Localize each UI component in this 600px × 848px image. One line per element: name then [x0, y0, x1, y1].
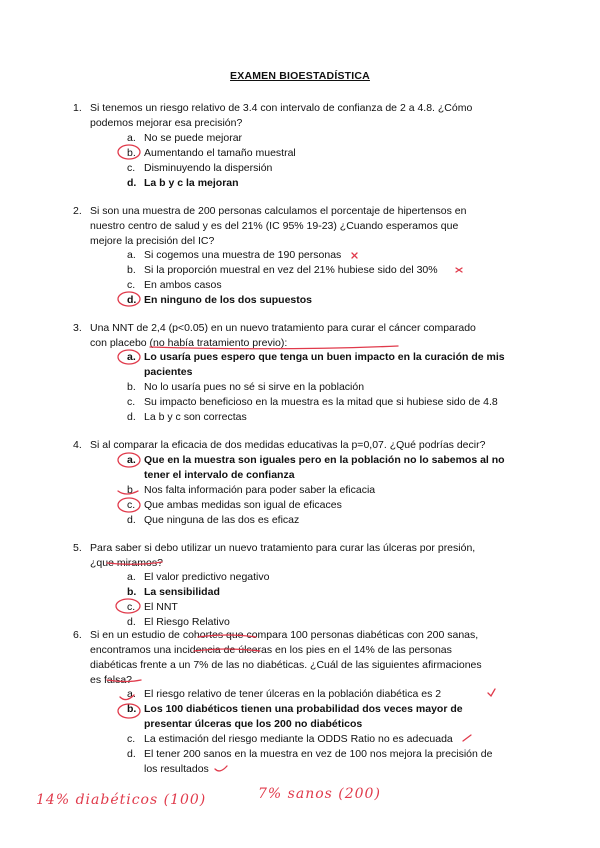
option-3a[interactable]: a. Lo usaría pues espero que tenga un buen impacto en la curación de mis pacientes: [127, 351, 505, 378]
option-3b[interactable]: b. No lo usaría pues no sé si sirve en la población: [127, 381, 365, 393]
option-3c[interactable]: c. Su impacto beneficioso en la muestra es la mitad que si hubiese sido de 4.8: [127, 396, 498, 408]
option-5c[interactable]: c. El NNT: [127, 601, 178, 613]
option-4d[interactable]: d. Que ninguna de las dos es eficaz: [127, 514, 300, 526]
question-1: [73, 101, 530, 131]
option-1b[interactable]: b. Aumentando el tamaño muestral: [127, 147, 296, 159]
question-text-line: podemos mejorar esa precisión?: [90, 117, 243, 129]
question-text-line: encontramos una incidencia de úlceras en los pies en el 14% de las personas: [90, 644, 452, 656]
question-number: 2.: [73, 205, 82, 217]
option-6a[interactable]: a. El riesgo relativo de tener úlceras en la población diabética es 2: [127, 688, 442, 700]
exam-title: EXAMEN BIOESTADÍSTICA: [230, 70, 370, 82]
question-text-line: mejore la precisión del IC?: [90, 235, 215, 247]
question-number: 4.: [73, 439, 82, 451]
option-2b[interactable]: b. Si la proporción muestral en vez del 21% hubiese sido del 30%: [127, 264, 438, 276]
question-2: [73, 204, 530, 249]
options-4: [107, 453, 537, 528]
option-1c[interactable]: c. Disminuyendo la dispersión: [127, 162, 273, 174]
question-5: [73, 541, 530, 571]
option-4a[interactable]: a. Que en la muestra son iguales pero en la población no lo sabemos al no tener el intervalo de confianza: [127, 454, 505, 481]
option-2a[interactable]: a. Si cogemos una muestra de 190 personas: [127, 249, 342, 261]
option-1a[interactable]: a. No se puede mejorar: [127, 132, 243, 144]
question-number: 3.: [73, 322, 82, 334]
question-text-line: es falsa?: [90, 674, 133, 686]
question-text-line: Si tenemos un riesgo relativo de 3.4 con intervalo de confianza de 2 a 4.8. ¿Cómo: [90, 102, 473, 114]
question-text-line: ¿que miramos?: [90, 557, 163, 569]
option-3d[interactable]: d. La b y c son correctas: [127, 411, 247, 423]
question-text-line: Una NNT de 2,4 (p<0.05) en un nuevo tratamiento para curar el cáncer comparado: [90, 322, 476, 334]
option-2d[interactable]: d. En ninguno de los dos supuestos: [127, 294, 313, 306]
question-text-line: nuestro centro de salud y es del 21% (IC 95% 19-23) ¿Cuando esperamos que: [90, 220, 459, 232]
question-text-line: Si en un estudio de cohortes que compara 100 personas diabéticas con 200 sanas,: [90, 629, 479, 641]
option-2c[interactable]: c. En ambos casos: [127, 279, 222, 291]
option-1d[interactable]: d. La b y c la mejoran: [127, 177, 239, 189]
question-number: 5.: [73, 542, 82, 554]
option-5d[interactable]: d. El Riesgo Relativo: [127, 616, 230, 628]
options-6: [107, 687, 537, 777]
options-3: [107, 350, 537, 425]
question-text-line: Si al comparar la eficacia de dos medidas educativas la p=0,07. ¿Qué podrías decir?: [90, 439, 486, 451]
question-text-line: con placebo (no había tratamiento previo):: [90, 337, 288, 349]
option-6c[interactable]: c. La estimación del riesgo mediante la ODDS Ratio no es adecuada: [127, 733, 453, 745]
question-4: [73, 438, 530, 453]
option-6d[interactable]: d. El tener 200 sanos en la muestra en vez de 100 nos mejora la precisión de los resultados: [127, 748, 493, 775]
option-5a[interactable]: a. El valor predictivo negativo: [127, 571, 270, 583]
option-5b[interactable]: b. La sensibilidad: [127, 586, 220, 598]
question-number: 1.: [73, 102, 82, 114]
options-1: [107, 131, 537, 191]
question-text-line: diabéticas frente a un 7% de las no diabéticas. ¿Cuál de las siguientes afirmaciones: [90, 659, 482, 671]
options-5: [107, 570, 537, 630]
question-3: [73, 321, 530, 351]
question-text-line: Para saber si debo utilizar un nuevo tratamiento para curar las úlceras por presión,: [90, 542, 476, 554]
question-6: [73, 628, 530, 688]
question-number: 6.: [73, 629, 82, 641]
options-2: [107, 248, 537, 308]
handwritten-note-healthy: 7% sanos (200): [258, 786, 381, 802]
option-4c[interactable]: c. Que ambas medidas son igual de eficaces: [127, 499, 342, 511]
question-text-line: Si son una muestra de 200 personas calculamos el porcentaje de hipertensos en: [90, 205, 467, 217]
option-4b[interactable]: b. Nos falta información para poder saber la eficacia: [127, 484, 376, 496]
handwritten-note-diabetics: 14% diabéticos (100): [36, 792, 207, 808]
option-6b[interactable]: b. Los 100 diabéticos tienen una probabilidad dos veces mayor de presentar úlceras que los 200 no diabéticos: [127, 703, 463, 730]
